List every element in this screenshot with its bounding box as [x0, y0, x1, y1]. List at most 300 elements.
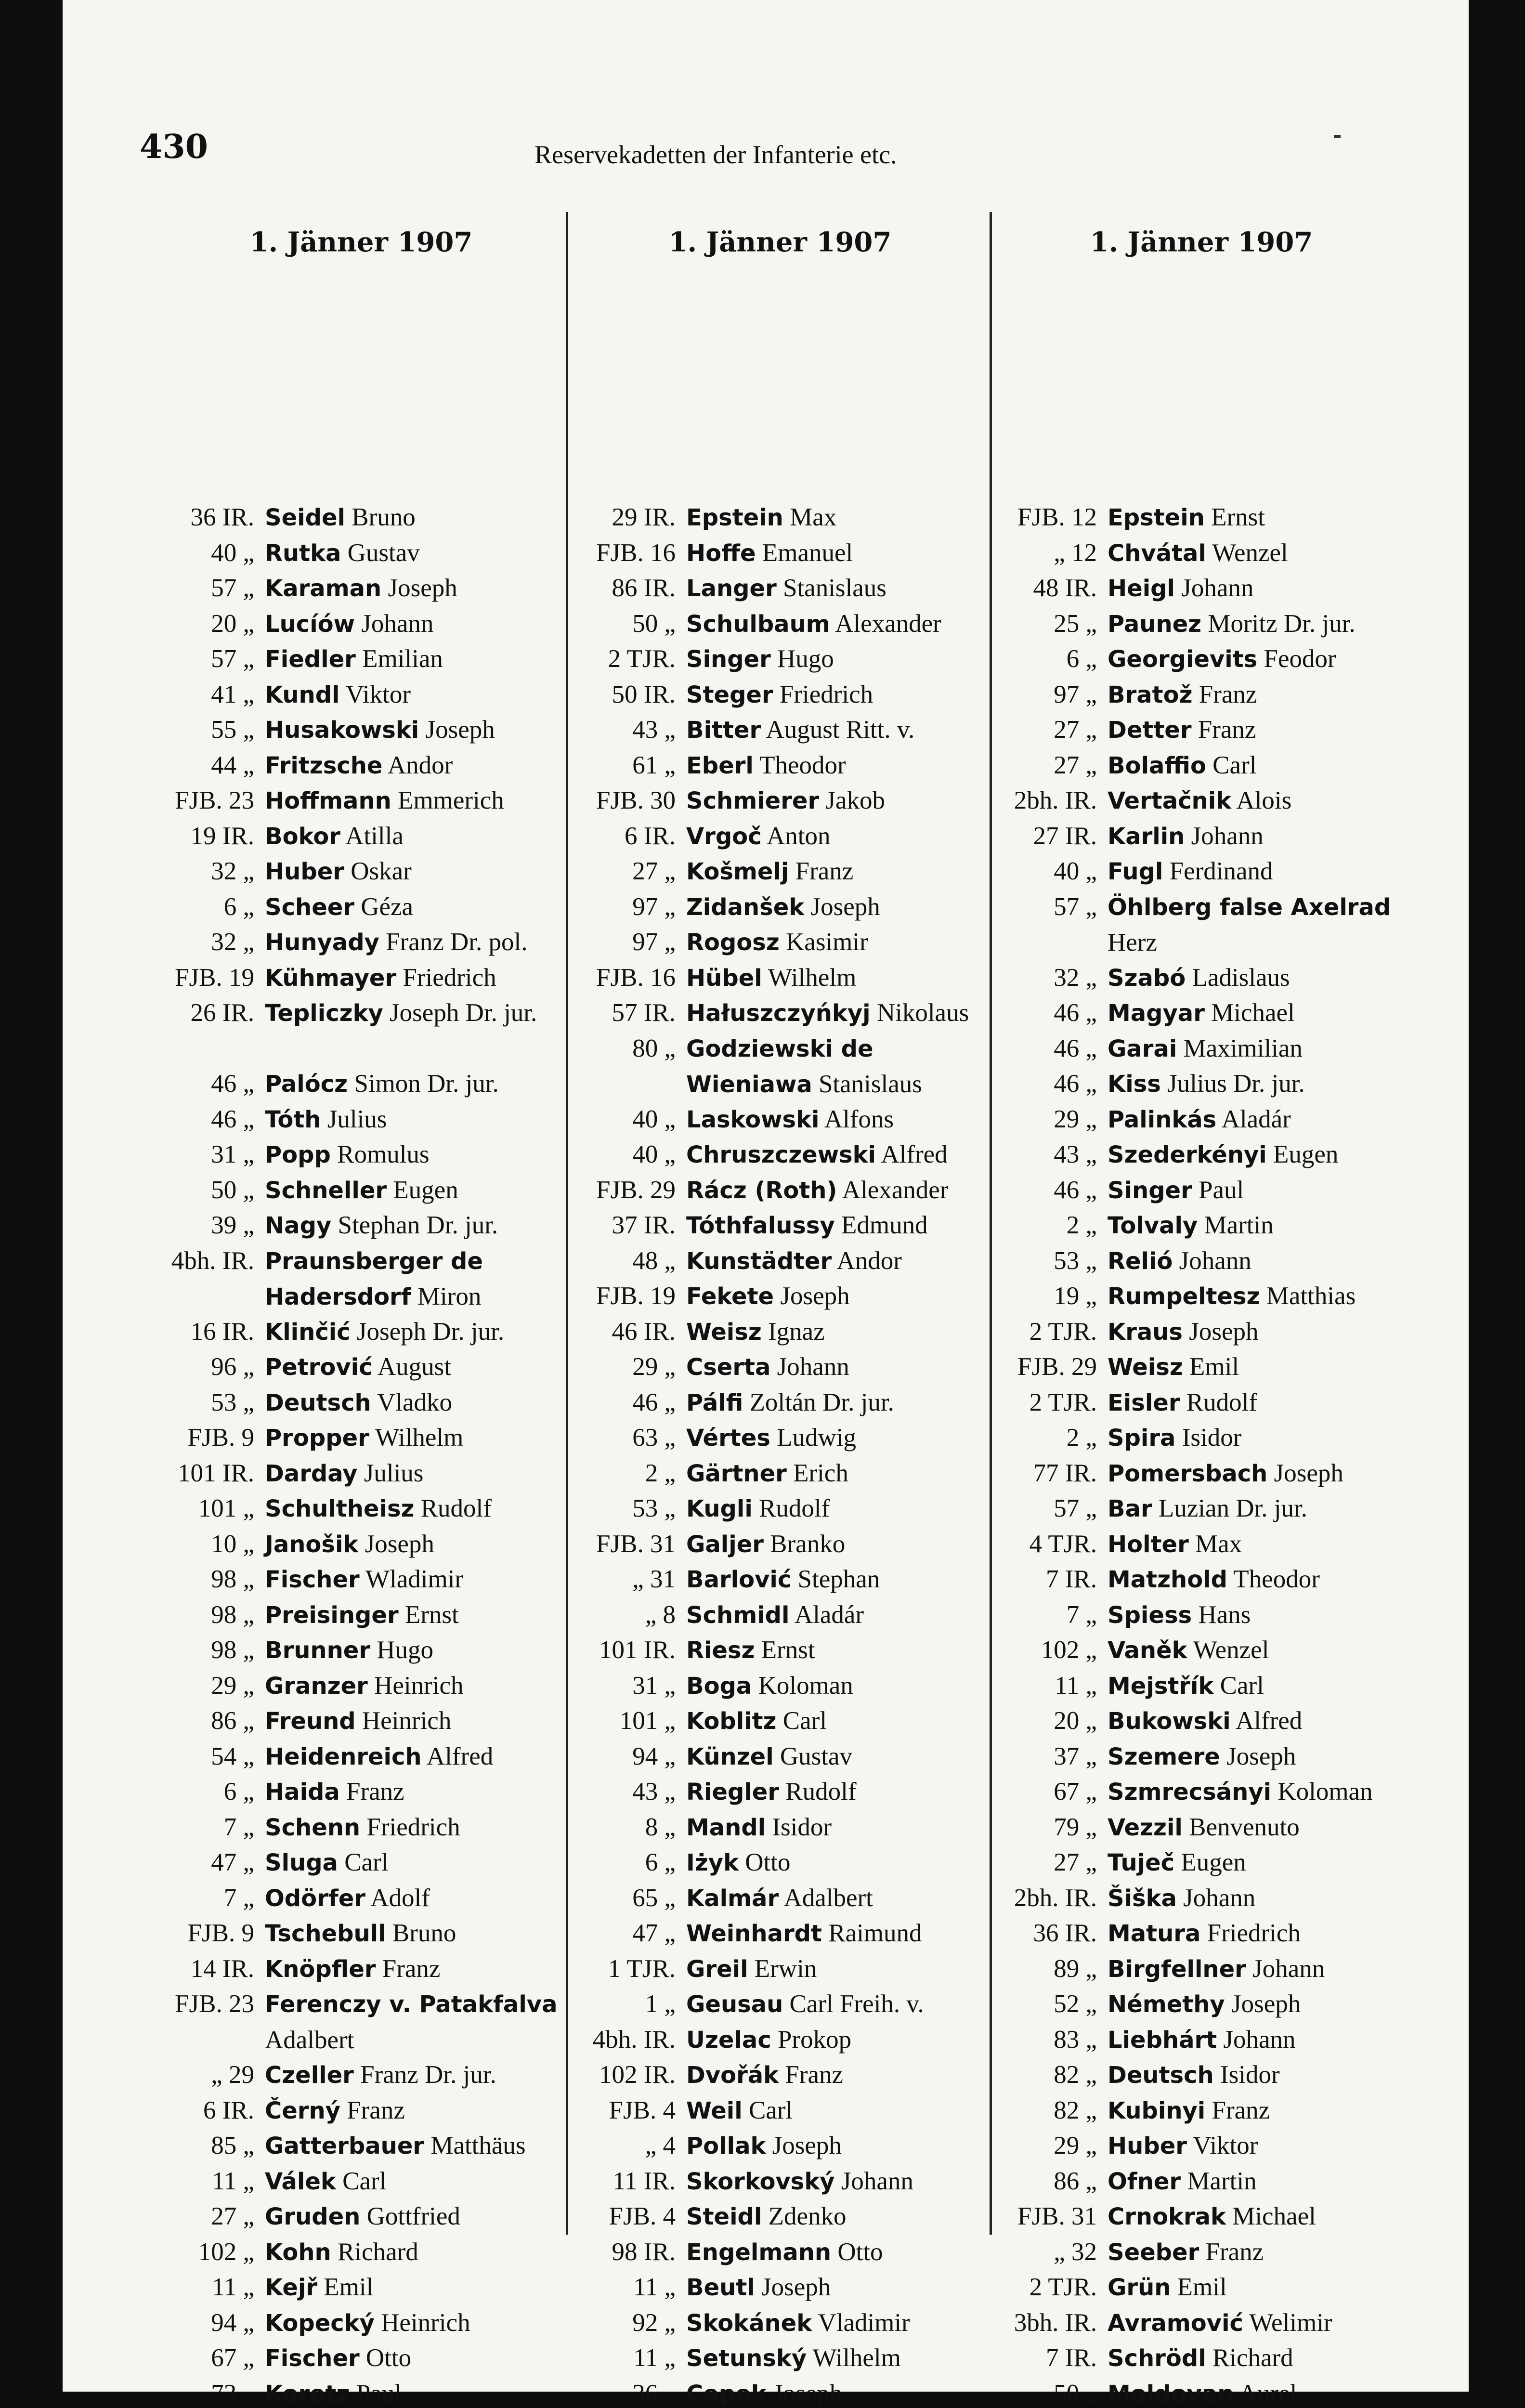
given-name: Zoltán Dr. jur.: [750, 1388, 894, 1416]
given-name: Atilla: [345, 822, 404, 850]
surname: Praunsberger de Hadersdorf: [265, 1248, 483, 1311]
regiment-label: 54 „: [154, 1739, 265, 1775]
roster-entry: [997, 1349, 1406, 1385]
surname: Tuječ: [1108, 1849, 1174, 1876]
given-name: Alois: [1236, 786, 1291, 814]
roster-entry: [997, 1491, 1406, 1527]
roster-entry: [154, 1739, 563, 1775]
roster-entry: [154, 1349, 563, 1385]
given-name: Franz: [1206, 2238, 1264, 2266]
given-name: Johann: [1181, 574, 1253, 602]
given-name: Carl: [1212, 751, 1256, 779]
regiment-label: 52 „: [997, 1987, 1108, 2022]
regiment-label: 40 „: [154, 536, 265, 571]
regiment-label: 101 IR.: [578, 1633, 686, 1668]
regiment-label: 27 „: [154, 2199, 265, 2235]
roster-entry: [578, 2022, 982, 2058]
regiment-label: 44 „: [154, 748, 265, 784]
surname: Koretz: [265, 2381, 350, 2408]
cadet-name: [686, 1562, 982, 1597]
regiment-label: 6 „: [578, 1845, 686, 1881]
given-name: Joseph: [1231, 1990, 1301, 2018]
surname: Langer: [686, 575, 777, 602]
given-name: Johann: [1179, 1247, 1251, 1275]
cadet-name: [265, 2270, 563, 2305]
roster-entry: [578, 1420, 982, 1456]
given-name: Koloman: [1277, 1778, 1372, 1806]
cadet-name: [1108, 571, 1406, 606]
given-name: Wilhelm: [813, 2344, 901, 2372]
surname: Seidel: [265, 504, 345, 531]
given-name: Franz: [1198, 716, 1256, 744]
roster-entry: [578, 2093, 982, 2129]
given-name: Joseph: [810, 893, 880, 921]
cadet-name: [265, 712, 563, 748]
cadet-name: [1108, 854, 1406, 890]
roster-entry: [578, 677, 982, 713]
roster-entry: [578, 2341, 982, 2376]
cadet-name: [265, 2093, 563, 2129]
cadet-name: [265, 1314, 563, 1350]
regiment-label: 46 „: [154, 1066, 265, 1102]
given-name: Herz: [1108, 929, 1157, 956]
regiment-label: 101 IR.: [154, 1456, 265, 1492]
roster-entry: [154, 2235, 563, 2270]
given-name: Stephan: [798, 1565, 880, 1593]
given-name: Eugen: [393, 1176, 458, 1204]
surname: Hunyady: [265, 929, 379, 956]
regiment-label: 94 „: [578, 1739, 686, 1775]
roster-entry: [154, 1527, 563, 1562]
surname: Riesz: [686, 1637, 755, 1664]
roster-entry: [997, 2057, 1406, 2093]
surname: Relió: [1108, 1248, 1173, 1275]
cadet-name: [1108, 1774, 1406, 1810]
given-name: Alfons: [824, 1105, 894, 1133]
roster-entry: [578, 1703, 982, 1739]
surname: Schultheisz: [265, 1495, 414, 1522]
given-name: Johann: [1191, 822, 1264, 850]
surname: Crnokrak: [1108, 2203, 1226, 2230]
given-name: Theodor: [759, 751, 846, 779]
regiment-label: 53 „: [154, 1385, 265, 1421]
surname: Tóth: [265, 1106, 321, 1133]
regiment-label: 92 „: [578, 2305, 686, 2341]
roster-entry: [154, 1987, 563, 2057]
given-name: Johann: [1183, 1884, 1255, 1912]
roster-entry: [154, 854, 563, 890]
surname: Magyar: [1108, 1000, 1205, 1027]
roster-entry: [578, 1491, 982, 1527]
surname: Kühmayer: [265, 965, 396, 992]
given-name: Wenzel: [1212, 539, 1288, 567]
surname: Weisz: [686, 1319, 762, 1346]
regiment-label: 50 „: [154, 1173, 265, 1208]
given-name: Friedrich: [403, 964, 496, 992]
regiment-label: 7 „: [154, 1810, 265, 1845]
given-name: Franz: [795, 857, 854, 885]
cadet-name: [686, 1987, 982, 2022]
cadet-name: [1108, 2022, 1406, 2058]
surname: Steger: [686, 681, 773, 708]
roster-entry: [578, 1739, 982, 1775]
given-name: Martin: [1187, 2167, 1256, 2195]
roster-entry: [997, 1774, 1406, 1810]
surname: Pollak: [686, 2133, 766, 2159]
surname: Gruden: [265, 2203, 360, 2230]
regiment-label: 29 IR.: [578, 500, 686, 536]
roster-entry: [154, 677, 563, 713]
surname: Kalmár: [686, 1885, 779, 1912]
given-name: Prokop: [778, 2026, 851, 2054]
given-name: Paul: [1199, 1176, 1244, 1204]
roster-entry: [154, 1243, 563, 1314]
print-mark: [1334, 135, 1341, 138]
cadet-name: [686, 1491, 982, 1527]
surname: Hübel: [686, 965, 762, 992]
surname: Singer: [1108, 1177, 1192, 1204]
regiment-label: 41 „: [154, 677, 265, 713]
regiment-label: 27 „: [997, 748, 1108, 784]
cadet-name: [1108, 1668, 1406, 1704]
given-name: Isidor: [1220, 2061, 1280, 2089]
regiment-label: 47 „: [154, 1845, 265, 1881]
cadet-name: [1108, 1562, 1406, 1597]
given-name: August Ritt. v.: [766, 716, 914, 744]
given-name: Franz: [1199, 681, 1257, 708]
cadet-name: [1108, 783, 1406, 819]
cadet-name: [686, 1703, 982, 1739]
surname: Fiedler: [265, 646, 356, 673]
regiment-label: 29 „: [154, 1668, 265, 1704]
given-name: Branko: [770, 1530, 845, 1558]
given-name: Carl Freih. v.: [790, 1990, 924, 2018]
surname: Schneller: [265, 1177, 387, 1204]
roster-entry: [578, 960, 982, 996]
given-name: Alfred: [881, 1140, 947, 1168]
cadet-name: [686, 2093, 982, 2129]
cadet-name: [1108, 2235, 1406, 2270]
surname: Spira: [1108, 1425, 1175, 1452]
surname: Georgievits: [1108, 646, 1257, 673]
roster-entry: [997, 641, 1406, 677]
cadet-name: [265, 1208, 563, 1243]
surname: Vertačnik: [1108, 787, 1231, 814]
roster-entry: [997, 1845, 1406, 1881]
regiment-label: 82 „: [997, 2057, 1108, 2093]
regiment-label: FJB. 16: [578, 960, 686, 996]
roster-entry: [578, 2057, 982, 2093]
cadet-name: [265, 1385, 563, 1421]
given-name: Koloman: [758, 1672, 853, 1700]
regiment-label: 20 „: [154, 606, 265, 642]
cadet-name: [265, 1102, 563, 1138]
surname: Eberl: [686, 752, 754, 779]
surname: Popp: [265, 1141, 331, 1168]
cadet-name: [265, 1420, 563, 1456]
surname: Fritzsche: [265, 752, 382, 779]
roster-entry: [997, 571, 1406, 606]
given-name: Eugen: [1273, 1140, 1338, 1168]
cadet-name: [686, 1208, 982, 1243]
surname: Fischer: [265, 2345, 360, 2372]
regiment-label: 57 „: [997, 890, 1108, 960]
roster-entry: [997, 1420, 1406, 1456]
cadet-name: [1108, 1881, 1406, 1916]
regiment-label: 98 „: [154, 1562, 265, 1597]
cadet-name: [1108, 1633, 1406, 1668]
roster-entry: [154, 1385, 563, 1421]
cadet-name: [265, 1703, 563, 1739]
given-name: Michael: [1232, 2202, 1316, 2230]
regiment-label: 43 „: [997, 1137, 1108, 1173]
surname: Chruszczewski: [686, 1141, 876, 1168]
surname: Lucíów: [265, 611, 355, 638]
roster-entry: [154, 1845, 563, 1881]
given-name: Anton: [767, 822, 831, 850]
roster-entry: [578, 1845, 982, 1881]
regiment-label: „ 29: [154, 2057, 265, 2093]
given-name: Carl: [1220, 1672, 1264, 1700]
given-name: Carl: [344, 1848, 388, 1876]
roster-entry: [578, 606, 982, 642]
roster-entry: [997, 2305, 1406, 2341]
surname: Pálfi: [686, 1389, 743, 1416]
roster-entry: [997, 1066, 1406, 1102]
column-heading: 1. Jänner 1907: [997, 226, 1406, 258]
regiment-label: FJB. 4: [578, 2199, 686, 2235]
roster-entry: [997, 606, 1406, 642]
entry-list: [997, 500, 1406, 2408]
regiment-label: 61 „: [578, 748, 686, 784]
regiment-label: 43 „: [578, 712, 686, 748]
given-name: Alexander: [835, 610, 941, 638]
cadet-name: [265, 1527, 563, 1562]
roster-entry: [997, 995, 1406, 1031]
surname: Fugl: [1108, 858, 1163, 885]
regiment-label: FJB. 29: [578, 1173, 686, 1208]
surname: Kunstädter: [686, 1248, 832, 1275]
given-name: Alfred: [427, 1742, 493, 1770]
roster-entry: [578, 712, 982, 748]
regiment-label: 47 „: [578, 1916, 686, 1951]
surname: Válek: [265, 2168, 336, 2195]
given-name: Heinrich: [362, 1707, 451, 1735]
cadet-name: [686, 1137, 982, 1173]
cadet-name: [1108, 1031, 1406, 1067]
given-name: Moritz Dr. jur.: [1208, 610, 1355, 638]
surname: Tepliczky: [265, 1000, 383, 1027]
regiment-label: FJB. 30: [578, 783, 686, 819]
regiment-label: 2 TJR.: [997, 2270, 1108, 2305]
given-name: Vladimir: [818, 2309, 910, 2337]
cadet-name: [686, 536, 982, 571]
cadet-name: [265, 1491, 563, 1527]
column-divider: [990, 212, 992, 2235]
cadet-name: [1108, 1845, 1406, 1881]
cadet-name: [1108, 1279, 1406, 1314]
regiment-label: 36 „: [578, 2376, 686, 2408]
regiment-label: 6 IR.: [154, 2093, 265, 2129]
given-name: Kasimir: [786, 928, 868, 956]
given-name: Isidor: [1182, 1424, 1242, 1452]
regiment-label: 32 „: [997, 960, 1108, 996]
regiment-label: „ 4: [578, 2128, 686, 2164]
given-name: Carl: [342, 2167, 386, 2195]
regiment-label: 48 IR.: [997, 571, 1108, 606]
surname: Matzhold: [1108, 1566, 1227, 1593]
regiment-label: 98 „: [154, 1633, 265, 1668]
roster-entry: [578, 1031, 982, 1102]
roster-entry: [997, 1208, 1406, 1243]
cadet-name: [1108, 1527, 1406, 1562]
surname: Holter: [1108, 1531, 1189, 1558]
cadet-name: [265, 571, 563, 606]
given-name: Joseph: [425, 716, 495, 744]
roster-entry: [578, 1243, 982, 1279]
given-name: Joseph: [388, 574, 457, 602]
given-name: August: [378, 1353, 451, 1381]
roster-entry: [578, 1102, 982, 1138]
regiment-label: 98 „: [154, 1597, 265, 1633]
cadet-name: [686, 1916, 982, 1951]
surname: Greil: [686, 1956, 748, 1983]
given-name: Simon Dr. jur.: [354, 1070, 498, 1098]
surname: Epstein: [686, 504, 783, 531]
surname: Öhlberg false Axelrad: [1108, 894, 1391, 921]
regiment-label: 11 „: [578, 2270, 686, 2305]
surname: Heidenreich: [265, 1743, 422, 1770]
roster-entry: [997, 2164, 1406, 2199]
surname: Szemere: [1108, 1743, 1220, 1770]
surname: Haida: [265, 1779, 340, 1806]
regiment-label: 40 „: [578, 1102, 686, 1138]
roster-entry: [578, 995, 982, 1031]
surname: Weinhardt: [686, 1920, 822, 1947]
roster-entry: [578, 1456, 982, 1492]
regiment-label: 43 „: [578, 1774, 686, 1810]
cadet-name: [1108, 677, 1406, 713]
surname: Vrgoč: [686, 823, 762, 850]
given-name: Julius: [327, 1105, 387, 1133]
cadet-name: [1108, 1137, 1406, 1173]
roster-entry: [154, 995, 563, 1066]
roster-entry: [154, 960, 563, 996]
given-name: Ernst: [405, 1601, 459, 1629]
given-name: Joseph: [1274, 1459, 1343, 1487]
roster-entry: [578, 1279, 982, 1314]
regiment-label: 86 „: [997, 2164, 1108, 2199]
surname: Dvořák: [686, 2062, 779, 2089]
given-name: Erich: [793, 1459, 848, 1487]
regiment-label: 46 „: [997, 1066, 1108, 1102]
cadet-name: [686, 1314, 982, 1350]
surname: Husakowski: [265, 717, 419, 744]
roster-entry: [997, 1810, 1406, 1845]
given-name: Emil: [1177, 2273, 1227, 2301]
cadet-name: [1108, 1703, 1406, 1739]
roster-entry: [154, 500, 563, 536]
regiment-label: 11 „: [997, 1668, 1108, 1704]
surname: Engelmann: [686, 2239, 831, 2266]
surname: Cserta: [686, 1354, 770, 1381]
cadet-name: [1108, 748, 1406, 784]
surname: Scheer: [265, 894, 354, 921]
cadet-name: [265, 1845, 563, 1881]
regiment-label: 89 „: [997, 1951, 1108, 1987]
surname: Chvátal: [1108, 540, 1206, 567]
roster-entry: [154, 1703, 563, 1739]
given-name: Gustav: [348, 539, 420, 567]
regiment-label: 86 IR.: [578, 571, 686, 606]
cadet-name: [686, 1668, 982, 1704]
cadet-name: [265, 2341, 563, 2376]
regiment-label: 2 „: [578, 1456, 686, 1492]
regiment-label: 20 „: [997, 1703, 1108, 1739]
roster-entry: [154, 536, 563, 571]
surname: Boga: [686, 1673, 752, 1700]
cadet-name: [686, 1456, 982, 1492]
roster-entry: [578, 641, 982, 677]
surname: Heigl: [1108, 575, 1175, 602]
regiment-label: 77 IR.: [997, 1456, 1108, 1492]
given-name: Joseph Dr. jur.: [390, 999, 537, 1027]
roster-entry: [154, 2305, 563, 2341]
regiment-label: „ 31: [578, 1562, 686, 1597]
given-name: Erwin: [755, 1955, 817, 1983]
given-name: Friedrich: [1207, 1919, 1301, 1947]
cadet-name: [686, 1739, 982, 1775]
cadet-name: [1108, 995, 1406, 1031]
regiment-label: 50 „: [997, 2376, 1108, 2408]
cadet-name: [1108, 2270, 1406, 2305]
surname: Odörfer: [265, 1885, 365, 1912]
regiment-label: 40 „: [997, 854, 1108, 890]
roster-entry: [154, 925, 563, 960]
cadet-name: [686, 854, 982, 890]
cadet-name: [686, 571, 982, 606]
roster-entry: [154, 1668, 563, 1704]
regiment-label: 65 „: [578, 1881, 686, 1916]
given-name: Alexander: [842, 1176, 949, 1204]
given-name: Viktor: [346, 681, 411, 708]
surname: Fischer: [265, 1566, 360, 1593]
given-name: Matthias: [1266, 1282, 1356, 1310]
surname: Schulbaum: [686, 611, 830, 638]
surname: Weil: [686, 2097, 743, 2124]
surname: Geusau: [686, 1991, 783, 2018]
surname: Tóthfalussy: [686, 1212, 835, 1239]
regiment-label: 67 „: [154, 2341, 265, 2376]
given-name: Carl: [749, 2096, 793, 2124]
surname: Rogosz: [686, 929, 780, 956]
given-name: Nikolaus: [877, 999, 969, 1027]
given-name: Raimund: [828, 1919, 922, 1947]
given-name: Feodor: [1264, 645, 1336, 673]
surname: Palinkás: [1108, 1106, 1216, 1133]
given-name: Wladimir: [365, 1565, 463, 1593]
regiment-label: 7 IR.: [997, 2341, 1108, 2376]
roster-entry: [154, 1137, 563, 1173]
roster-entry: [578, 854, 982, 890]
cadet-name: [265, 2128, 563, 2164]
cadet-name: [686, 1385, 982, 1421]
cadet-name: [686, 1102, 982, 1138]
surname: Preisinger: [265, 1602, 399, 1629]
regiment-label: 2 TJR.: [997, 1385, 1108, 1421]
cadet-name: [265, 1951, 563, 1987]
regiment-label: FJB. 4: [578, 2093, 686, 2129]
